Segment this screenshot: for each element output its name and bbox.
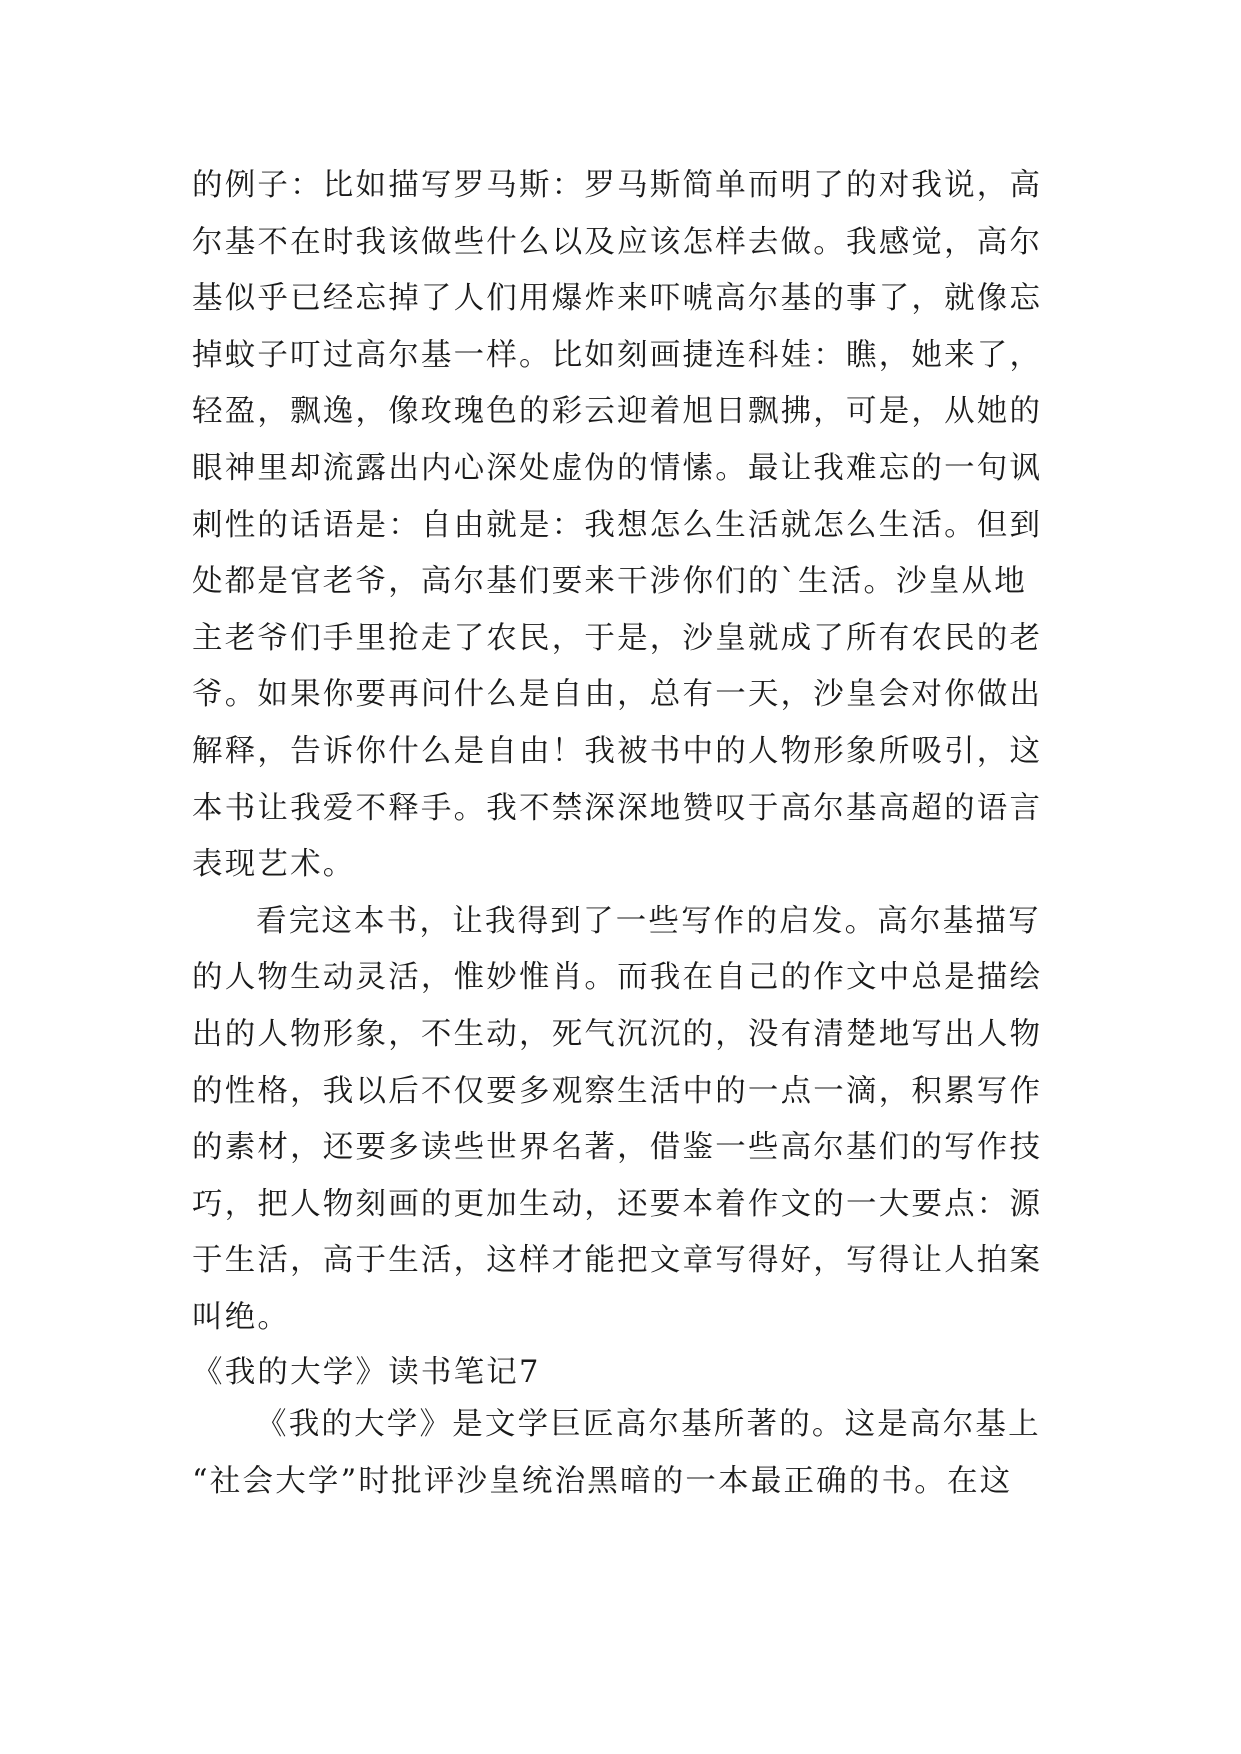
- text-line: 处都是官老爷，高尔基们要来干涉你们的`生活。沙皇从地: [192, 564, 1027, 600]
- paragraph-1: [192, 158, 1052, 894]
- text-line: 巧，把人物刻画的更加生动，还要本着作文的一大要点：源: [192, 1186, 1043, 1222]
- text-line: 表现艺术。: [192, 847, 356, 883]
- text-line: 轻盈，飘逸，像玫瑰色的彩云迎着旭日飘拂，可是，从她的: [192, 394, 1043, 430]
- paragraph-3: [192, 1397, 1052, 1510]
- text-line: 主老爷们手里抢走了农民，于是，沙皇就成了所有农民的老: [192, 620, 1043, 656]
- section-heading: 《我的大学》读书笔记7: [192, 1355, 541, 1391]
- text-line: 的素材，还要多读些世界名著，借鉴一些高尔基们的写作技: [192, 1130, 1043, 1166]
- text-line: 的性格，我以后不仅要多观察生活中的一点一滴，积累写作: [192, 1073, 1043, 1109]
- text-line: 出的人物形象，不生动，死气沉沉的，没有清楚地写出人物: [192, 1016, 1043, 1052]
- text-line: “社会大学”时批评沙皇统治黑暗的一本最正确的书。在这: [192, 1464, 1013, 1500]
- text-line: 掉蚊子叮过高尔基一样。比如刻画捷连科娃：瞧，她来了，: [192, 337, 1043, 373]
- text-line: 《我的大学》是文学巨匠高尔基所著的。这是高尔基上: [256, 1407, 1041, 1443]
- text-line: 尔基不在时我该做些什么以及应该怎样去做。我感觉，高尔: [192, 224, 1043, 260]
- text-line: 的例子：比如描写罗马斯：罗马斯简单而明了的对我说，高: [192, 168, 1043, 203]
- text-line: 解释，告诉你什么是自由！我被书中的人物形象所吸引，这: [192, 733, 1043, 769]
- text-line: 刺性的话语是：自由就是：我想怎么生活就怎么生活。但到: [192, 507, 1043, 543]
- text-line: 爷。如果你要再问什么是自由，总有一天，沙皇会对你做出: [192, 677, 1043, 713]
- document-body: [192, 158, 1052, 1511]
- text-line: 本书让我爱不释手。我不禁深深地赞叹于高尔基高超的语言: [192, 790, 1043, 826]
- text-line: 眼神里却流露出内心深处虚伪的情愫。最让我难忘的一句讽: [192, 450, 1043, 486]
- text-line: 于生活，高于生活，这样才能把文章写得好，写得让人拍案: [192, 1243, 1043, 1279]
- text-line: 基似乎已经忘掉了人们用爆炸来吓唬高尔基的事了，就像忘: [192, 281, 1043, 317]
- paragraph-2: [192, 894, 1052, 1347]
- text-line: 叫绝。: [192, 1299, 291, 1335]
- text-line: 的人物生动灵活，惟妙惟肖。而我在自己的作文中总是描绘: [192, 960, 1043, 996]
- text-line: 看完这本书，让我得到了一些写作的启发。高尔基描写: [256, 903, 1041, 939]
